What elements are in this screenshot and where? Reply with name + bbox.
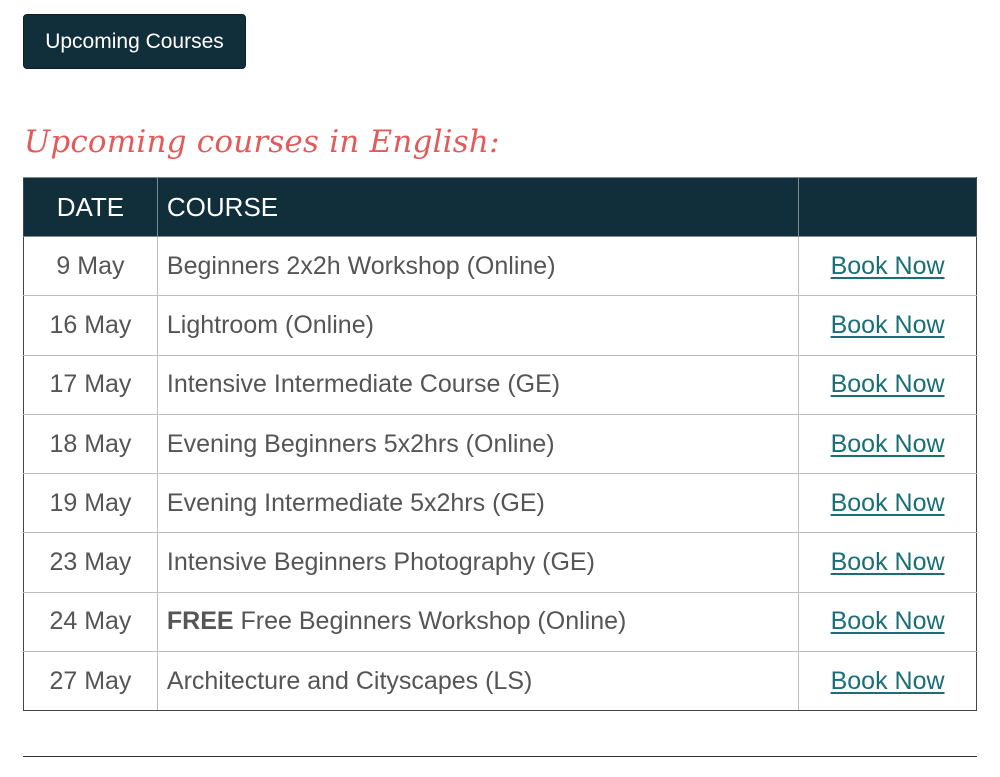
- book-now-link[interactable]: Book Now: [830, 666, 945, 695]
- table-row: [24, 355, 977, 414]
- row-course-title: Evening Intermediate 5x2hrs (GE): [166, 488, 545, 517]
- table-row: [24, 296, 977, 355]
- row-course-title: Architecture and Cityscapes (LS): [166, 666, 533, 695]
- row-action: [799, 355, 977, 414]
- row-date: 27 May: [24, 652, 158, 711]
- row-course-prefix: FREE: [166, 607, 234, 636]
- row-course-title: Intensive Beginners Photography (GE): [166, 548, 595, 577]
- row-date: 9 May: [24, 237, 158, 296]
- book-now-link[interactable]: Book Now: [830, 548, 945, 577]
- row-action: [799, 533, 977, 592]
- row-action: [799, 237, 977, 296]
- book-now-link[interactable]: Book Now: [830, 310, 945, 339]
- row-action: [799, 652, 977, 711]
- row-action: [799, 474, 977, 533]
- row-date: 17 May: [24, 355, 158, 414]
- book-now-link[interactable]: Book Now: [830, 429, 945, 458]
- row-action: [799, 414, 977, 473]
- row-course-title: Lightroom (Online): [166, 310, 374, 339]
- row-course-title: Free Beginners Workshop (Online): [240, 607, 627, 636]
- row-course-title: Beginners 2x2h Workshop (Online): [166, 251, 556, 280]
- row-course: [157, 296, 798, 355]
- row-course: [157, 355, 798, 414]
- row-course: [157, 414, 798, 473]
- row-course-title: Intensive Intermediate Course (GE): [166, 370, 561, 399]
- upcoming-courses-button[interactable]: Upcoming Courses: [23, 14, 246, 69]
- table-row: [24, 652, 977, 711]
- row-date: 16 May: [24, 296, 158, 355]
- book-now-link[interactable]: Book Now: [830, 488, 945, 517]
- book-now-link[interactable]: Book Now: [830, 370, 945, 399]
- table-row: [24, 474, 977, 533]
- table-header-row: [24, 178, 977, 237]
- row-date: 19 May: [24, 474, 158, 533]
- table-row: [24, 592, 977, 651]
- row-course: [157, 592, 798, 651]
- book-now-link[interactable]: Book Now: [830, 251, 945, 280]
- row-action: [799, 296, 977, 355]
- row-course: [157, 237, 798, 296]
- section-heading: Upcoming courses in English:: [24, 124, 500, 160]
- row-date: 23 May: [24, 533, 158, 592]
- row-course: [157, 533, 798, 592]
- row-course: [157, 474, 798, 533]
- courses-table: [23, 177, 977, 711]
- column-header-date: DATE: [24, 178, 158, 237]
- row-course: [157, 652, 798, 711]
- row-course-title: Evening Beginners 5x2hrs (Online): [166, 429, 555, 458]
- table-row: [24, 237, 977, 296]
- column-header-course: COURSE: [157, 178, 798, 237]
- table-row: [24, 533, 977, 592]
- row-date: 24 May: [24, 592, 158, 651]
- bottom-divider: [23, 756, 977, 757]
- row-action: [799, 592, 977, 651]
- row-date: 18 May: [24, 414, 158, 473]
- table-row: [24, 414, 977, 473]
- book-now-link[interactable]: Book Now: [830, 607, 945, 636]
- column-header-action: [799, 178, 977, 237]
